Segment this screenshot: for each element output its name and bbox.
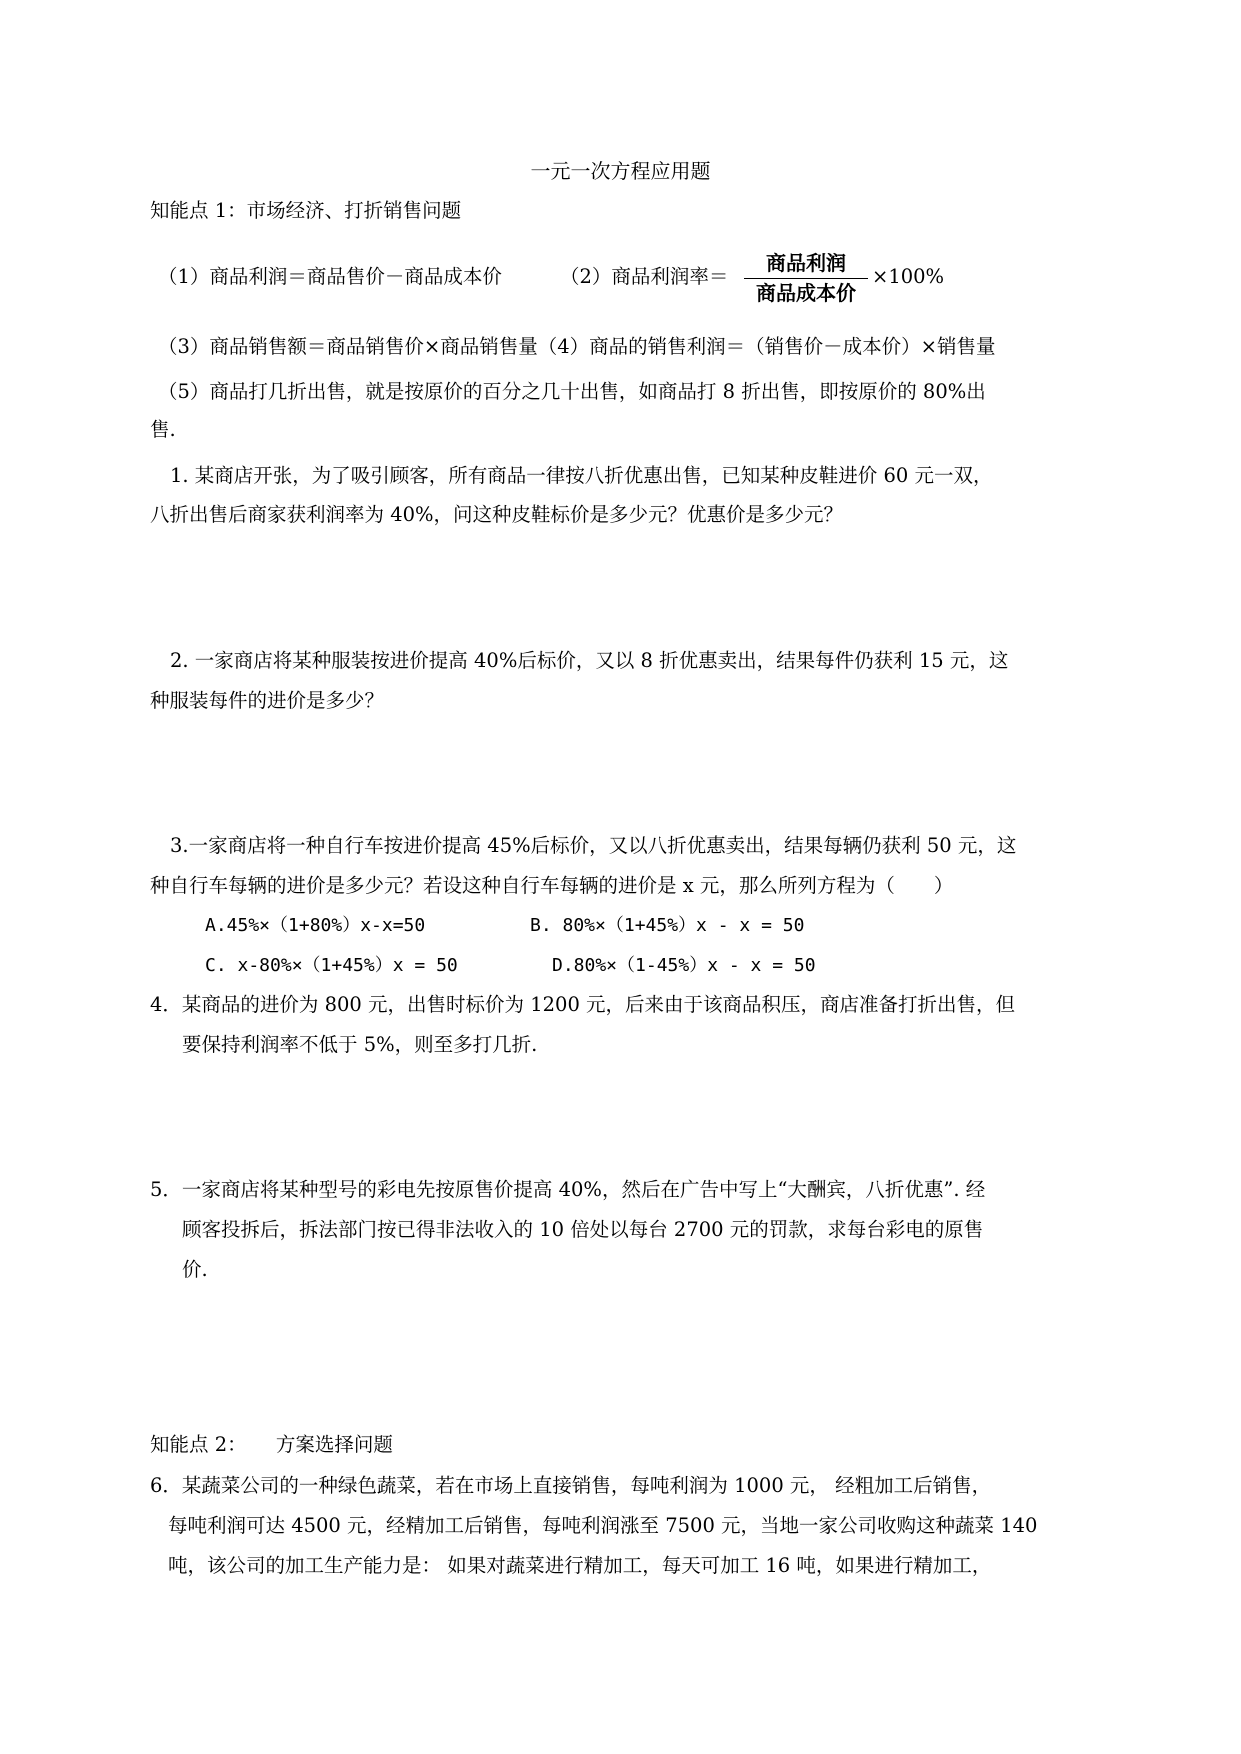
fraction-denominator: 商品成本价 [756, 281, 856, 305]
formula-2-prefix: （2）商品利润率＝ [560, 265, 729, 288]
formula-5-line1: （5）商品打几折出售，就是按原价的百分之几十出售，如商品打 8 折出售，即按原价的 80%出 [158, 380, 986, 403]
problem-1-line2: 八折出售后商家获利润率为 40%，问这种皮鞋标价是多少元？优惠价是多少元？ [150, 503, 844, 526]
formula-2-fraction [744, 250, 868, 307]
problem-6-line1: 6．某蔬菜公司的一种绿色蔬菜，若在市场上直接销售，每吨利润为 1000 元， 经粗加工后销售， [150, 1474, 992, 1497]
problem-4-line2: 要保持利润率不低于 5%，则至多打几折. [182, 1033, 538, 1056]
problem-3-line1: 3.一家商店将一种自行车按进价提高 45%后标价，又以八折优惠卖出，结果每辆仍获利 50 元，这 [170, 834, 1017, 857]
section-heading-1: 知能点 1：市场经济、打折销售问题 [150, 199, 462, 222]
problem-3-line2: 种自行车每辆的进价是多少元？若设这种自行车每辆的进价是 x 元，那么所列方程为（ ） [150, 874, 954, 897]
problem-3-option-c: C. x-80%×（1+45%）x = 50 [205, 955, 458, 976]
problem-5-line1: 5．一家商店将某种型号的彩电先按原售价提高 40%，然后在广告中写上“大酬宾，八折优惠”. 经 [150, 1178, 986, 1201]
problem-6-line2: 每吨利润可达 4500 元，经精加工后销售，每吨利润涨至 7500 元，当地一家公司收购这种蔬菜 140 [168, 1514, 1038, 1537]
problem-5-line3: 价. [182, 1258, 208, 1281]
fraction-bar [744, 278, 868, 279]
formula-1: （1）商品利润＝商品售价－商品成本价 [158, 265, 502, 288]
page-title: 一元一次方程应用题 [530, 159, 711, 183]
problem-4-line1: 4．某商品的进价为 800 元，出售时标价为 1200 元，后来由于该商品积压，商店准备打折出售，但 [150, 993, 1016, 1016]
formula-3-4: （3）商品销售额＝商品销售价×商品销售量（4）商品的销售利润＝（销售价－成本价）×销售量 [158, 335, 996, 358]
formula-5-line2: 售. [150, 418, 176, 441]
problem-6-line3: 吨，该公司的加工生产能力是： 如果对蔬菜进行精加工，每天可加工 16 吨，如果进行精加工， [168, 1554, 992, 1577]
problem-3-option-a: A.45%×（1+80%）x-x=50 [205, 915, 426, 936]
problem-3-option-d: D.80%×（1-45%）x - x = 50 [552, 955, 816, 976]
fraction-numerator: 商品利润 [766, 251, 846, 275]
problem-1-line1: 1. 某商店开张，为了吸引顾客，所有商品一律按八折优惠出售，已知某种皮鞋进价 60 元一双， [170, 464, 993, 487]
problem-2-line1: 2. 一家商店将某种服装按进价提高 40%后标价，又以 8 折优惠卖出，结果每件仍获利 15 元，这 [170, 649, 1009, 672]
problem-5-line2: 顾客投拆后，拆法部门按已得非法收入的 10 倍处以每台 2700 元的罚款，求每台彩电的原售 [182, 1218, 984, 1241]
problem-2-line2: 种服装每件的进价是多少？ [150, 689, 385, 712]
section-heading-2: 知能点 2： 方案选择问题 [150, 1433, 393, 1456]
formula-2-suffix: ×100% [872, 265, 945, 288]
problem-3-option-b: B. 80%×（1+45%）x - x = 50 [530, 915, 805, 936]
